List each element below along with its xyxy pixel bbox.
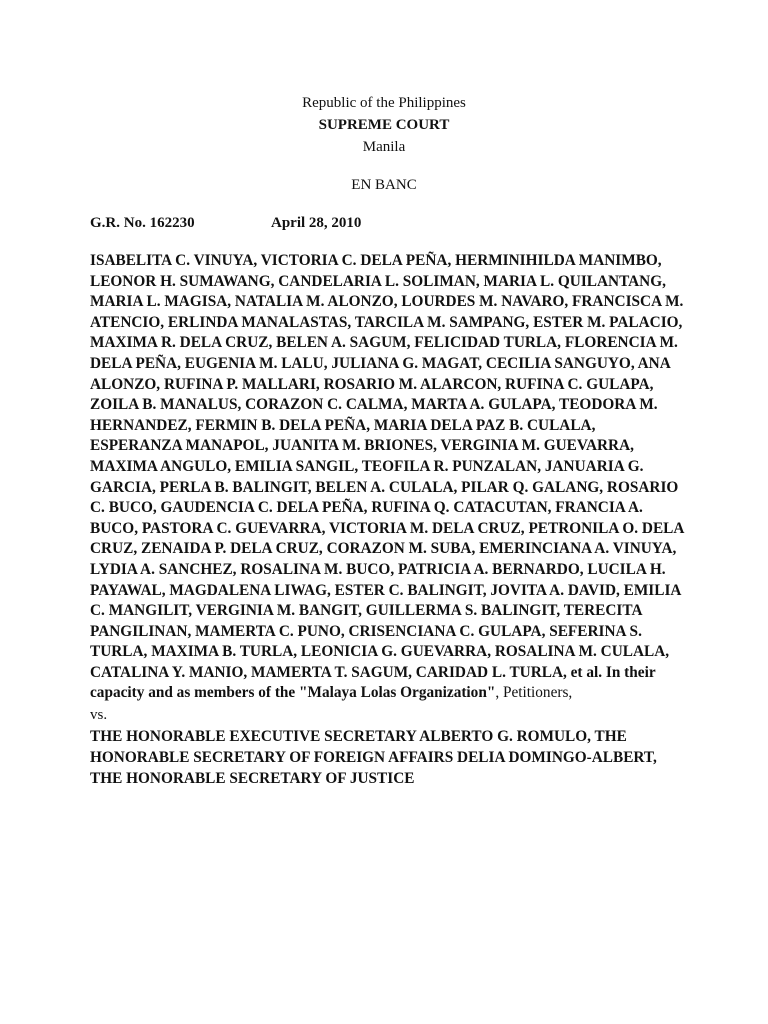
petitioners-role: , Petitioners, bbox=[495, 684, 573, 702]
court-city: Manila bbox=[362, 139, 406, 155]
republic-line: Republic of the Philippines bbox=[302, 95, 466, 111]
document-page bbox=[90, 92, 690, 789]
case-number-line bbox=[90, 213, 690, 233]
gr-number: G.R. No. 162230 bbox=[90, 215, 195, 231]
petitioners-block bbox=[90, 251, 690, 704]
division-label: EN BANC bbox=[351, 177, 417, 193]
court-name: SUPREME COURT bbox=[318, 117, 450, 133]
court-header bbox=[90, 92, 690, 195]
petitioner-names: ISABELITA C. VINUYA, VICTORIA C. DELA PEÑA, HERMINIHILDA MANIMBO, LEONOR H. SUMAWANG, CANDELARIA L. SOLIMAN, MARIA L. QUILANTANG, MARIA L. MAGISA, NATALIA M. ALONZO, LOURDES M. NAVARO, FRANCISCA M. ATENCIO, ERLINDA MANALASTAS, TARCILA M. SAMPANG, ESTER M. PALACIO, MAXIMA R. DELA CRUZ, BELEN A. SAGUM, FELICIDAD TURLA, FLORENCIA M. DELA PEÑA, EUGENIA M. LALU, JULIANA G. MAGAT, CECILIA SANGUYO, ANA ALONZO, RUFINA P. MALLARI, ROSARIO M. ALARCON, RUFINA C. GULAPA, ZOILA B. MANALUS, CORAZON C. CALMA, MARTA A. GULAPA, TEODORA M. HERNANDEZ, FERMIN B. DELA PEÑA, MARIA DELA PAZ B. CULALA, ESPERANZA MANAPOL, JUANITA M. BRIONES, VERGINIA M. GUEVARRA, MAXIMA ANGULO, EMILIA SANGIL, TEOFILA R. PUNZALAN, JANUARIA G. GARCIA, PERLA B. BALINGIT, BELEN A. CULALA, PILAR Q. GALANG, ROSARIO C. BUCO, GAUDENCIA C. DELA PEÑA, RUFINA Q. CATACUTAN, FRANCIA A. BUCO, PASTORA C. GUEVARRA, VICTORIA M. DELA CRUZ, PETRONILA O. DELA CRUZ, ZENAIDA P. DELA CRUZ, CORAZON M. SUBA, EMERINCIANA A. VINUYA, LYDIA A. SANCHEZ, ROSALINA M. BUCO, PATRICIA A. BERNARDO, LUCILA H. PAYAWAL, MAGDALENA LIWAG, ESTER C. BALINGIT, JOVITA A. DAVID, EMILIA C. MANGILIT, VERGINIA M. BANGIT, GUILLERMA S. BALINGIT, TERECITA PANGILINAN, MAMERTA C. PUNO, CRISENCIANA C. GULAPA, SEFERINA S. TURLA, MAXIMA B. TURLA, LEONICIA G. GUEVARRA, ROSALINA M. CULALA, CATALINA Y. MANIO, MAMERTA T. SAGUM, CARIDAD L. TURLA, et al. In their capacity and as members of the "Malaya Lolas Organization" bbox=[90, 252, 684, 702]
versus-label: vs. bbox=[90, 707, 108, 724]
respondent-names: THE HONORABLE EXECUTIVE SECRETARY ALBERTO G. ROMULO, THE HONORABLE SECRETARY OF FOREIGN AFFAIRS DELIA DOMINGO-ALBERT, THE HONORABLE SECRETARY OF JUSTICE bbox=[90, 728, 657, 788]
respondents-block bbox=[90, 726, 690, 789]
decision-date: April 28, 2010 bbox=[271, 215, 362, 231]
